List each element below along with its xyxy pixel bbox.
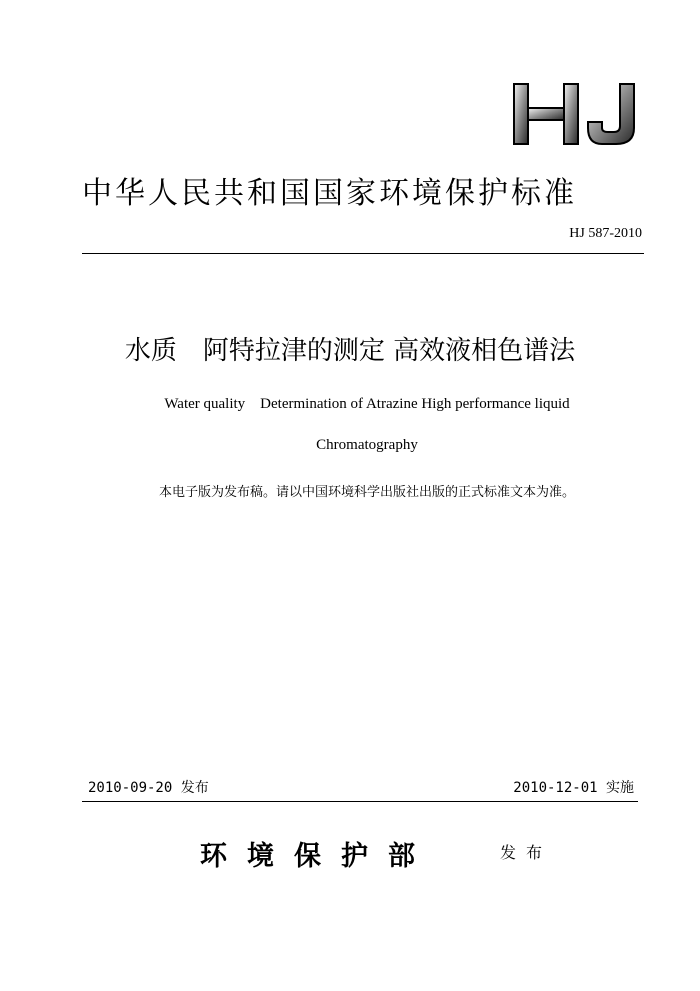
- top-divider: [82, 253, 644, 254]
- bottom-divider: [82, 801, 638, 802]
- document-title-cn: 水质 阿特拉津的测定 高效液相色谱法: [124, 336, 576, 366]
- issuing-authority: 环境保护部: [200, 841, 435, 872]
- publication-note: 本电子版为发布稿。请以中国环境科学出版社出版的正式标准文本为准。: [158, 485, 575, 500]
- implementation-date: 2010-12-01 实施: [513, 780, 634, 796]
- document-title-en-line1: Water quality Determination of Atrazine High performance liquid: [164, 396, 570, 412]
- issue-label: 发布: [500, 843, 553, 862]
- standard-number: HJ 587-2010: [569, 226, 642, 241]
- document-title-en-line2: Chromatography: [316, 437, 418, 453]
- standard-title: 中华人民共和国国家环境保护标准: [82, 176, 577, 211]
- hj-logo: [512, 82, 642, 146]
- issue-date: 2010-09-20 发布: [88, 780, 209, 796]
